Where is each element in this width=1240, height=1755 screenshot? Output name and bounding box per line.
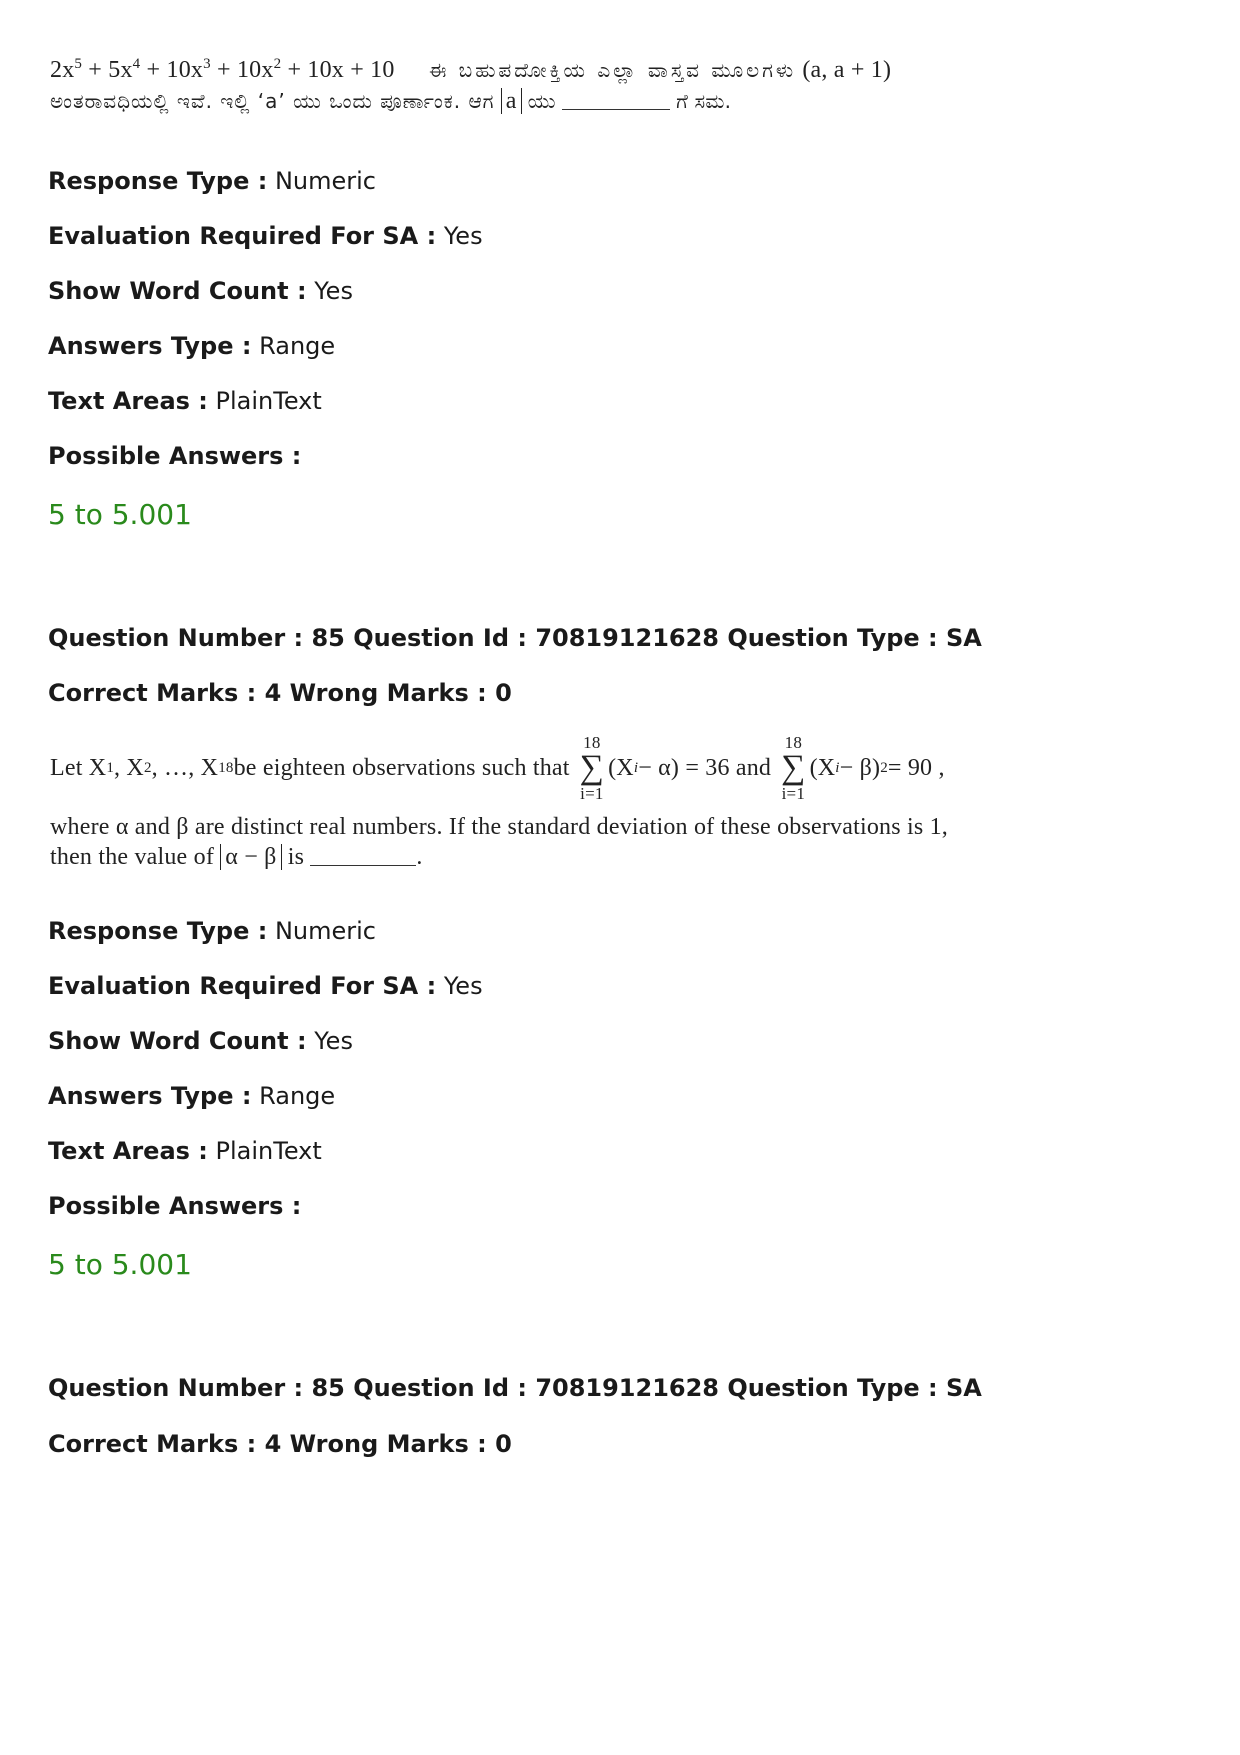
answer-blank [310, 865, 416, 866]
abs-a: a [501, 88, 522, 114]
question-84-line-1 [50, 56, 891, 90]
question-85-line-2: where α and β are distinct real numbers. If the standard deviation of these observations is 1, [50, 814, 948, 840]
question-85-line-3: then the value of α − β is . [50, 844, 423, 870]
meta-response-type: Response Type : Numeric [48, 917, 376, 945]
abs-alpha-beta: α − β [220, 844, 281, 870]
meta-response-type: Response Type : Numeric [48, 167, 376, 195]
meta-text-areas: Text Areas : PlainText [48, 1137, 322, 1165]
meta-possible-answers: Possible Answers : [48, 442, 302, 470]
meta-evaluation-required: Evaluation Required For SA : Yes [48, 972, 483, 1000]
question-85-image [50, 728, 948, 874]
answer-blank [562, 109, 670, 110]
question-header: Question Number : 85 Question Id : 70819121628 Question Type : SA [48, 1374, 982, 1402]
question-header: Question Number : 85 Question Id : 70819121628 Question Type : SA [48, 624, 982, 652]
meta-show-word-count: Show Word Count : Yes [48, 1027, 353, 1055]
meta-show-word-count: Show Word Count : Yes [48, 277, 353, 305]
question-84-image [50, 56, 891, 122]
kannada-text: ಈ ಬಹುಪದೋಕ್ತಿಯ ಎಲ್ಲಾ ವಾಸ್ತವ ಮೂಲಗಳು [428, 58, 797, 82]
question-84-line-2: ಅಂತರಾವಧಿಯಲ್ಲಿ ಇವೆ. ಇಲ್ಲಿ ‘a’ ಯು ಒಂದು ಪೂರ್ಣಾಂಕ. ಆಗ a ಯು ಗೆ ಸಮ. [50, 88, 732, 114]
possible-answer-value: 5 to 5.001 [48, 498, 192, 531]
polynomial-expression: $2x^5 + 5x^4 + 10x^3 + 10x^2 + 10x + 10$ [50, 56, 395, 83]
marks-info: Correct Marks : 4 Wrong Marks : 0 [48, 1430, 512, 1458]
meta-text-areas: Text Areas : PlainText [48, 387, 322, 415]
meta-possible-answers: Possible Answers : [48, 1192, 302, 1220]
possible-answer-value: 5 to 5.001 [48, 1248, 192, 1281]
meta-answers-type: Answers Type : Range [48, 332, 336, 360]
summation-1: 18 ∑ i=1 [579, 733, 605, 803]
meta-answers-type: Answers Type : Range [48, 1082, 336, 1110]
marks-info: Correct Marks : 4 Wrong Marks : 0 [48, 679, 512, 707]
interval-expression: (a, a + 1) [802, 57, 892, 83]
question-85-line-1: Let X 1 , X 2 , …, X 18 be eighteen observations such that 18 ∑ i=1 (X i − α) = 36 and 18 ∑ i=1 (X i − β) 2 = 90 , [50, 733, 945, 803]
summation-2: 18 ∑ i=1 [781, 733, 806, 803]
meta-evaluation-required: Evaluation Required For SA : Yes [48, 222, 483, 250]
